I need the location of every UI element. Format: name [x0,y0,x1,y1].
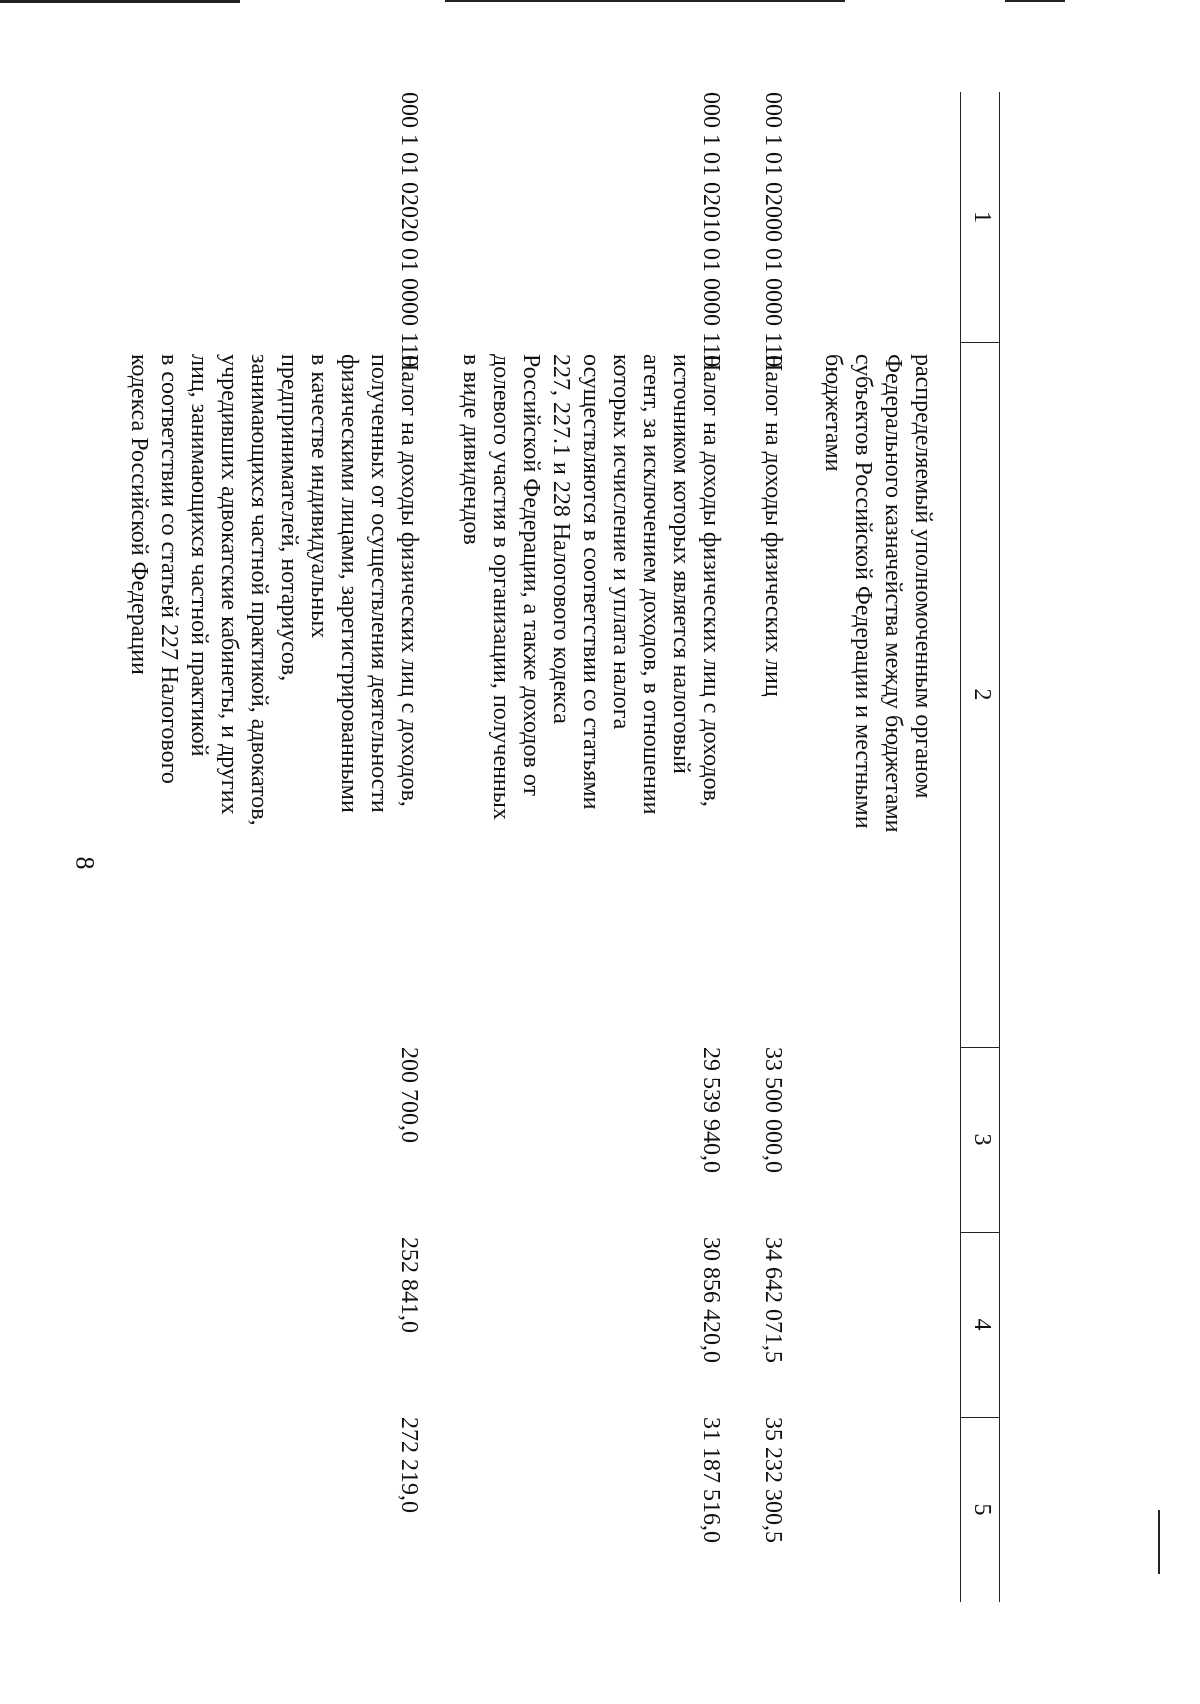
scan-artifact [1005,0,1065,2]
row-name-line: занимающихся частной практикой, адвокатов, [246,354,272,826]
row-name-line: агент, за исключением доходов, в отношении [638,354,664,815]
row-name-line: Федерального казначейства между бюджетами [880,354,906,833]
scan-artifact [1158,1510,1160,1574]
row-name [758,354,788,1004]
row-value-col5: 35 232 300,5 [760,1417,786,1543]
rotated-table-page [126,92,1000,1602]
row-value-col3: 200 700,0 [396,1047,422,1143]
scan-artifact [0,0,240,3]
row-name-line: полученных от осуществления деятельности [366,354,392,813]
row-name-line: Налог на доходы физических лиц с доходов, [698,354,724,807]
row-name-line: в соответствии со статьей 227 Налогового [156,354,182,784]
row-name-line: Налог на доходы физических лиц [760,354,786,697]
row-value-col3: 29 539 940,0 [698,1047,724,1173]
row-value-col5: 31 187 516,0 [698,1417,724,1543]
row-name [124,354,424,1004]
page-number: 8 [70,856,100,870]
row-code: 000 1 01 02010 01 0000 110 [698,92,724,368]
row-name-line: источником которых является налоговый [668,354,694,774]
row-name-line: Российской Федерации, а также доходов от [518,354,544,797]
row-value-col5: 272 219,0 [396,1417,422,1513]
row-name-line: распределяемый уполномоченным органом [910,354,936,799]
row-value-col3: 33 500 000,0 [760,1047,786,1173]
row-name-line: физическими лицами, зарегистрированными [336,354,362,813]
row-name-line: субъектов Российской Федерации и местными [850,354,876,829]
header-col-2: 2 [969,688,995,701]
scan-artifact [445,0,845,2]
row-value-col4: 252 841,0 [396,1237,422,1333]
table-header [960,92,1000,1602]
row-code: 000 1 01 02000 01 0000 110 [760,92,786,368]
header-col-1: 1 [969,211,995,223]
row-name-line: предпринимателей, нотариусов, [276,354,302,682]
header-col-5: 5 [969,1503,995,1516]
row-name-line: лиц, занимающихся частной практикой [186,354,212,757]
row-name-line: в качестве индивидуальных [306,354,332,639]
row-name-line: долевого участия в организации, полученных [488,354,514,820]
row-name [456,354,726,1004]
row-name-line: учредивших адвокатские кабинеты, и других [216,354,242,815]
header-col-4: 4 [969,1318,995,1331]
row-value-col4: 34 642 071,5 [760,1237,786,1363]
row-name-line: Налог на доходы физических лиц с доходов, [396,354,422,807]
row-name-line: бюджетами [820,354,846,472]
header-col-3: 3 [969,1133,995,1146]
row-value-col4: 30 856 420,0 [698,1237,724,1363]
row-name-line: осуществляются в соответствии со статьями [578,354,604,810]
row-name-line: которых исчисление и уплата налога [608,354,634,730]
row-code: 000 1 01 02020 01 0000 110 [396,92,422,368]
row-name-line: 227, 227.1 и 228 Налогового кодекса [548,354,574,724]
row-name-line: кодекса Российской Федерации [126,354,152,675]
row-name [818,354,938,1004]
row-name-line: в виде дивидендов [458,354,484,545]
